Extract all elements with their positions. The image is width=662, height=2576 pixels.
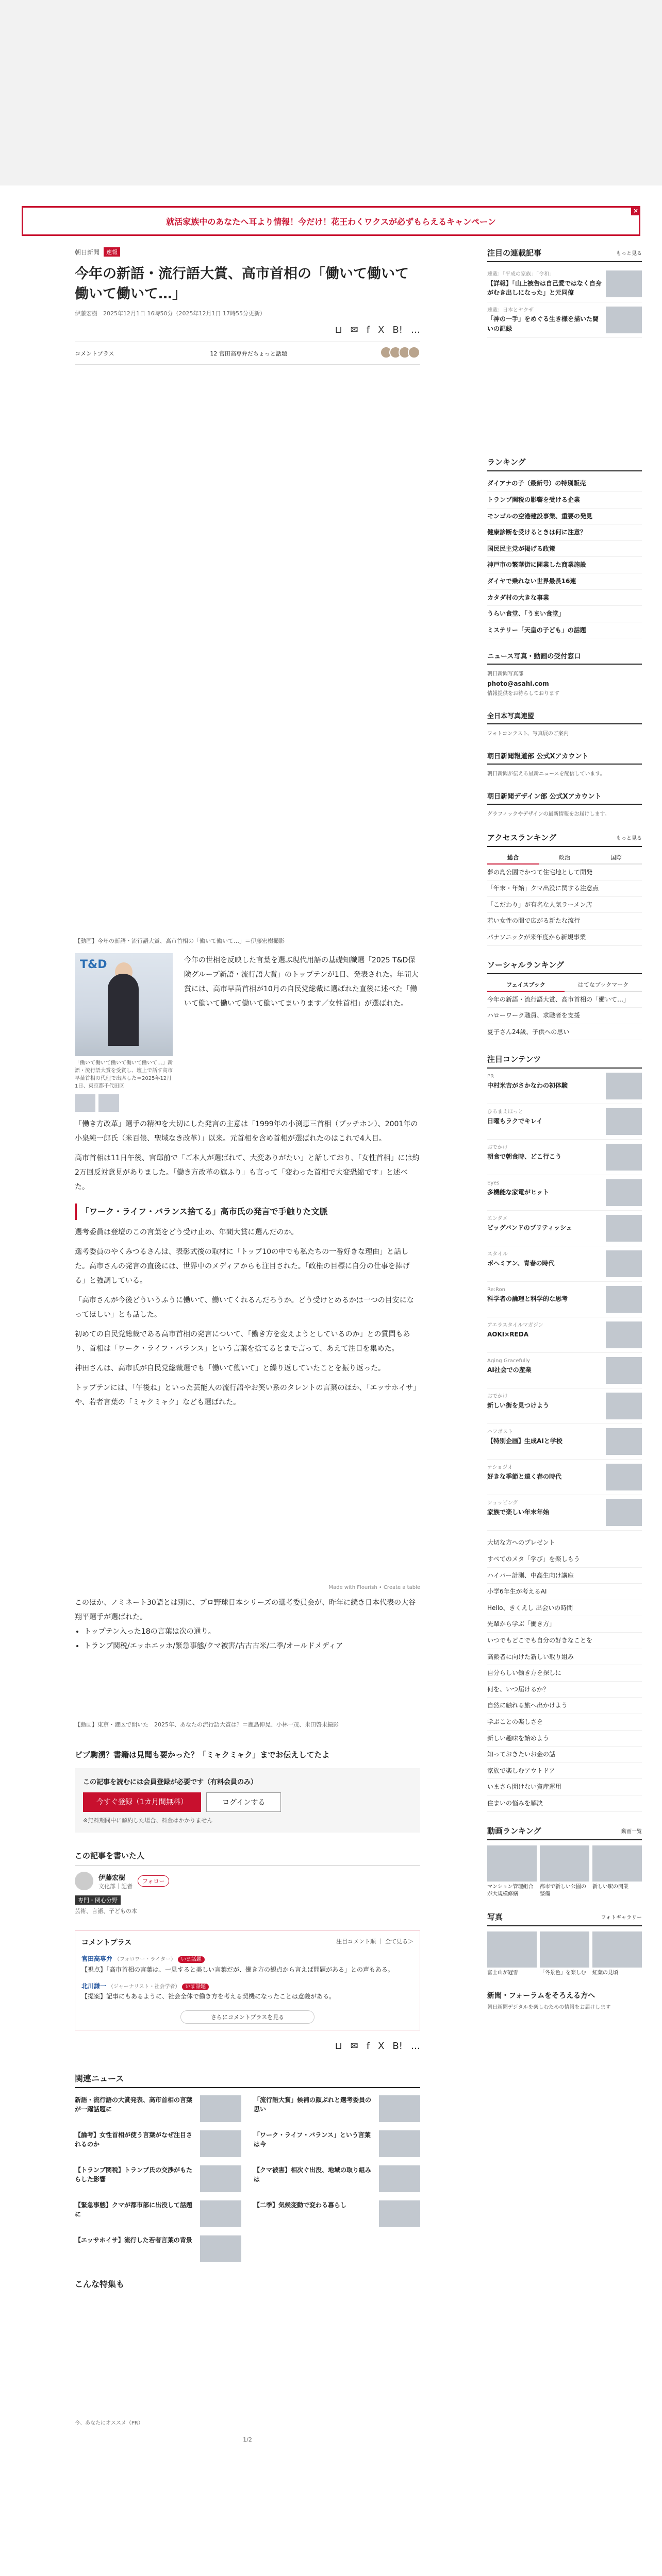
commentplus-label: コメントプラス (75, 350, 114, 357)
more-links-item[interactable]: ハイパー計測、中高生向け講座 (487, 1568, 642, 1584)
breaking-badge: 速報 (104, 247, 120, 257)
photo-card[interactable]: 「冬景色」を楽しむ (540, 1931, 589, 1977)
more-links-item[interactable]: いまさら聞けない資産運用 (487, 1779, 642, 1795)
photo-heading: 写真 フォトギャラリー (487, 1911, 642, 1926)
promo-question[interactable]: ビブ駒湧？書籍は見聞も要かった？「ミャクミャク」までお伝えしてたよ (75, 1750, 330, 1760)
photo-carousel (487, 1931, 642, 1977)
social-item[interactable]: ハローワーク職員、求職者を支援 (487, 1008, 642, 1024)
tab-international[interactable]: 国際 (590, 851, 642, 865)
commentplus-all-button[interactable]: さらにコメントプラスを見る (180, 2010, 315, 2024)
bookmark-icon[interactable]: ⊔ (335, 2040, 342, 2052)
article-title: 今年の新語・流行語大賞、高市首相の「働いて働いて働いて働いて…」 (75, 266, 409, 302)
interest-fields: 芸術、言語、子どもの本 (75, 1908, 137, 1915)
photo-card[interactable]: 富士山が冠雪 (487, 1931, 537, 1977)
writer-role: 文化部｜記者 (98, 1883, 133, 1890)
paragraph: 選考委員のやくみつるさんは、表彰式後の取材に「トップ10の中でも私たちの一番好きな理由」と話した。高市さんの発言の直後には、世界中のメディアからも注目された。「政権の目標に自分の仕事を捧げる」と強調している。 (75, 1248, 410, 1285)
writer-heading: この記事を書いた人 (75, 1850, 420, 1866)
comment-item[interactable] (81, 1954, 413, 1975)
top-ad-area (0, 0, 662, 185)
paragraph: 「働き方改革」選手の精神を大切にした発言の主意は「1999年の小渕恵三首相（ブッチホン）、2001年の小泉純一郎氏（米百俵、聖域なき改革）」以来。元首相を含め首相が選ばれたのはこれで4人目。 (75, 1120, 418, 1143)
more-links-list (487, 1535, 642, 1811)
related-heading: 関連ニュース (75, 2072, 420, 2088)
commentator-avatars (383, 346, 420, 360)
content-heading: 注目コンテンツ (487, 1054, 642, 1069)
ranking-item[interactable]: モンゴルの空港建設事業、重要の発見 (487, 509, 642, 525)
recommend-note: 今、あなたにオススメ（PR） (75, 2420, 143, 2426)
hatena-icon[interactable]: B! (392, 2040, 403, 2052)
follow-button[interactable]: フォロー (138, 1875, 169, 1887)
photo-card[interactable]: 紅葉の見頃 (592, 1931, 642, 1977)
content-item[interactable]: エンタメ ビッグバンドのブリティッシュ (487, 1211, 642, 1246)
photo-email[interactable]: photo@asahi.com (487, 680, 549, 688)
photo-dept: 朝日新聞写真部 (487, 671, 523, 677)
access-item[interactable]: 「年末・年始」クマ出没に関する注意点 (487, 880, 642, 897)
ranking-item[interactable]: ダイヤで乗れない世界最長16連 (487, 573, 642, 590)
content-item[interactable]: ショッピング 家族で楽しい年末年始 (487, 1495, 642, 1531)
paragraph: 初めての自民党総裁である高市首相の発言について、「働き方を変えようとしているのか」との質問もあり、首相は「ワーク・ライフ・バランス」という言葉を捨てるとまで言って、あえて注目を集めた。 (75, 1330, 410, 1353)
commentplus-box (75, 1930, 420, 2030)
commenter-name[interactable]: 北川謙一 (81, 1982, 107, 1990)
commentplus-bar[interactable] (75, 342, 420, 365)
share-bar (75, 325, 420, 335)
ranking-heading: ランキング (487, 456, 642, 471)
commentplus-more-link[interactable]: 注目コメント順 ｜ 全て見る＞ (336, 1938, 413, 1945)
tab-politics[interactable]: 政治 (539, 851, 590, 865)
sidebar (487, 247, 642, 2012)
sidebar-footer-text: 朝日新聞デジタルを楽しむための情報をお届けします (487, 2004, 611, 2010)
breadcrumb (75, 247, 420, 257)
mail-icon[interactable]: ✉ (350, 2040, 358, 2052)
more-links-item[interactable]: 知っておきたいお金の話 (487, 1747, 642, 1763)
ranking-item[interactable]: 健康診断を受けるときは何に注意？ (487, 524, 642, 541)
access-item[interactable]: パナソニックが来年度から新規事業 (487, 929, 642, 946)
video-carousel (487, 1845, 642, 1898)
mail-icon[interactable]: ✉ (350, 325, 358, 336)
paragraph: トップテンには、「午後ね」といった芸能人の流行語やお笑い系のタレントの言葉のほか、「エッサホイサ」や、若者言葉の「ミャクミャク」なども選ばれた。 (75, 1384, 417, 1407)
paywall-box (75, 1768, 420, 1833)
content-item[interactable]: ナショジオ 好きな季節と遠く春の時代 (487, 1460, 642, 1495)
x-icon[interactable]: X (378, 2040, 385, 2052)
writer-card (75, 1872, 420, 1890)
more-links-item[interactable]: 新しい趣味を始めよう (487, 1731, 642, 1747)
photo-federation-text: フォトコンテスト、写真展のご案内 (487, 731, 569, 737)
attention-item[interactable]: 連載：「平成の家族」「令和」 【詳報】「山上被告は自己愛ではなく自身がむき出しになった」と元同僚 (487, 266, 642, 302)
ranking-item[interactable]: うらい食堂、「うまい食堂」 (487, 606, 642, 622)
more-links-item[interactable]: 小学6年生が考えるAI (487, 1584, 642, 1600)
related-item[interactable]: 【クマ被害】相次ぐ出没、地域の取り組みは (254, 2165, 420, 2192)
close-icon[interactable]: × (631, 206, 640, 215)
campaign-text: 就活家族中のあなたへ耳より情報！今だけ！花王わくワクスが必ずもらえるキャンペーン (166, 216, 496, 227)
subheading: 「ワーク・ライフ・バランス捨てる」高市氏の発言で手触りた文脈 (75, 1204, 420, 1220)
more-links-item[interactable]: 大切な方へのプレゼント (487, 1535, 642, 1551)
related-item[interactable]: 「流行語大賞」候補の顔ぶれと選考委員の思い (254, 2095, 420, 2122)
sidebar-footer-heading[interactable]: 新聞・フォーラムをそろえる方へ (487, 1991, 595, 2000)
related-item[interactable]: 【緊急事態】クマが都市部に出没して話題に (75, 2200, 241, 2227)
feature-heading: こんな特集も (75, 2279, 125, 2289)
ranking-item[interactable]: トランプ関税の影響を受ける企業 (487, 492, 642, 509)
more-links-item[interactable]: 自然に触れる旅へ出かけよう (487, 1698, 642, 1714)
avatar (75, 1872, 93, 1890)
trending-pill: いま話題 (182, 1984, 209, 1990)
byline: 伊藤宏樹 2025年12月1日 16時50分（2025年12月1日 17時55分更新） (75, 310, 266, 317)
content-item[interactable]: Eyes 多機能な家電がヒット (487, 1175, 642, 1211)
campaign-banner[interactable] (22, 206, 640, 236)
more-links-item[interactable]: 住まいの悩みを解決 (487, 1795, 642, 1812)
page-number: 1/2 (243, 2436, 252, 2443)
bookmark-icon[interactable]: ⊔ (335, 325, 342, 336)
social-tabs (487, 978, 642, 992)
commentplus-title: コメントプラス (81, 1939, 132, 1947)
more-links-item[interactable]: 家族で楽しむアウトドア (487, 1763, 642, 1780)
related-item[interactable]: 【二季】気候変動で変わる暮らし (254, 2200, 420, 2227)
related-item[interactable]: 【エッサホイサ】流行した若者言葉の背景 (75, 2235, 241, 2262)
paywall-note: ※無料期間中に解約した場合、料金はかかりません (83, 1817, 213, 1824)
related-item[interactable]: 【論考】女性首相が使う言葉がなぜ注目されるのか (75, 2130, 241, 2157)
content-item[interactable]: ひるまえほっと 日曜もラクでキレイ (487, 1104, 642, 1140)
more-icon[interactable]: … (411, 2040, 420, 2052)
social-item[interactable]: 夏子さん24歳、子供への思い (487, 1024, 642, 1041)
more-link[interactable]: 動画一覧 (621, 1828, 642, 1835)
design-account-heading[interactable]: 朝日新聞デザイン部 公式Xアカウント (487, 791, 642, 805)
article-main (75, 247, 420, 2443)
lead-paragraph: 今年の世相を反映した言葉を選ぶ現代用語の基礎知識選「2025 T&D保険グループ新語・流行語大賞」のトップテンが1日、発表された。年間大賞には、高市早苗首相が10月の自民党総裁に選ばれた直後に述べた「働いて働いて働いて働いて働いてまいります／女性首相」が選ばれた。 (184, 956, 419, 1008)
register-button[interactable]: 今すぐ登録（1カ月間無料） (83, 1792, 201, 1812)
flourish-credit[interactable]: Made with Flourish • Create a table (328, 1585, 420, 1591)
social-ranking-heading: ソーシャルランキング (487, 959, 642, 974)
video-card[interactable]: 都市で新しい公園の整備 (540, 1845, 589, 1898)
ranking-item[interactable]: 国民民主党が掲げる政策 (487, 541, 642, 557)
interest-tag: 専門・関心分野 (75, 1895, 121, 1905)
tab-overall[interactable]: 総合 (487, 851, 539, 865)
access-tabs (487, 851, 642, 865)
access-item[interactable]: 夢の島公園でかつて住宅地として開発 (487, 865, 642, 881)
content-item[interactable]: スタイル ボヘミアン、青春の時代 (487, 1246, 642, 1282)
photo-caption: 「働いて働いて働いて働いて働いて…」新語・流行語大賞を受賞し、壇上で話す高市早苗首相の代理で出席した＝2025年12月1日、東京都千代田区 (75, 1060, 173, 1090)
video-caption: 【動画】今年の新語・流行語大賞、高市首相の「働いて働いて…」＝伊藤宏樹撮影 (75, 938, 285, 945)
more-link[interactable]: もっと見る (616, 835, 642, 841)
more-links-item[interactable]: すべてのメタ「学び」を楽しもう (487, 1551, 642, 1568)
video-ranking-heading: 動画ランキング 動画一覧 (487, 1825, 642, 1840)
breadcrumb-category[interactable]: 朝日新聞 (75, 248, 100, 256)
photo-note: 情報提供をお待ちしております (487, 690, 559, 697)
content-item[interactable]: Re:Ron 科学者の論理と科学的な思考 (487, 1282, 642, 1317)
related-item[interactable]: 【トランプ関税】トランプ氏の交渉がもたらした影響 (75, 2165, 241, 2192)
paragraph: 「高市さんが今後どういうふうに働いて、働いてくれるんだろうか。どう受けとめるかは一つの目安になってほしい」とも話した。 (75, 1296, 414, 1319)
tab-hatena[interactable]: はてなブックマーク (565, 978, 642, 992)
bullet-item: • トランプ関税/エッホエッホ/緊急事態/クマ被害/古古古米/二季/オールドメディア (84, 1639, 420, 1653)
content-item[interactable]: おでかけ 新しい街を見つけよう (487, 1388, 642, 1424)
tab-facebook[interactable]: フェイスブック (487, 978, 565, 992)
paragraph: 選考委員は登壇のこの言葉をどう受け止め、年間大賞に選んだのか。 (75, 1228, 299, 1237)
sidebar-attention-heading: 注目の連載記事 もっと見る (487, 247, 642, 262)
commenter-role: （ジャーナリスト・社会学者） (108, 1984, 180, 1990)
comment-item[interactable] (81, 1981, 413, 2002)
photo-logo: T&D (80, 958, 107, 972)
trending-pill: いま話題 (178, 1956, 205, 1963)
more-links-item[interactable]: 何を、いつ届けるか？ (487, 1682, 642, 1698)
more-links-item[interactable]: 高齢者に向けた新しい取り組み (487, 1649, 642, 1666)
bullet-list (75, 1624, 420, 1653)
photo-federation-heading[interactable]: 全日本写真連盟 (487, 710, 642, 724)
facebook-icon[interactable]: f (366, 325, 370, 336)
facebook-icon[interactable]: f (366, 2040, 370, 2052)
content-item[interactable]: アエラスタイルマガジン AOKI×REDA (487, 1317, 642, 1353)
related-list (75, 2095, 420, 2262)
article-photo[interactable] (75, 953, 173, 1056)
more-links-item[interactable]: 学ぶことの楽しさを (487, 1714, 642, 1731)
video-card[interactable]: 新しい駅の開業 (592, 1845, 642, 1898)
commentplus-note: 12 官田高専弁だちょっと話題 (210, 350, 287, 357)
design-account-text: グラフィックやデザインの最新情報をお届けします。 (487, 811, 610, 817)
content-item[interactable]: PR 中村米吉がさかなわの初体験 (487, 1069, 642, 1104)
share-bar-bottom (75, 2041, 420, 2052)
access-item[interactable]: 若い女性の間で広がる新たな流行 (487, 913, 642, 929)
video-caption-bottom: 【動画】東京・港区で開いた 2025年、あなたの流行語大賞は？＝鹿島伸晃、小林一茂、米田啓未撮影 (75, 1721, 339, 1728)
ranking-item[interactable]: カタダ村の大きな事業 (487, 590, 642, 606)
embedded-table-area (75, 1415, 420, 1585)
more-links-item[interactable]: Hello、きくえし 出会いの時間 (487, 1600, 642, 1617)
commenter-role: （フォロワー・ライター） (114, 1957, 176, 1963)
x-icon[interactable]: X (378, 325, 385, 336)
more-icon[interactable]: … (411, 325, 420, 336)
paragraph: 高市首相は11日午後、官邸前で「ご本人が選ばれて、大変ありがたい」と話しており、「女性首相」には約2万回反対意見がありました。「働き方改革の旗ふり」も言って「変わった首相で大変恐縮です」と述べた。 (75, 1154, 420, 1192)
x-account-text: 朝日新聞が伝える最新ニュースを配信しています。 (487, 771, 605, 777)
more-link[interactable]: もっと見る (616, 251, 642, 257)
paywall-title: この記事を読むには会員登録が必要です（有料会員のみ） (83, 1778, 258, 1787)
after-table-text: このほか、ノミネート30語とは別に、プロ野球日本シリーズの選考委員会が、昨年に続き日本代表の大谷翔平選手が選ばれた。 (75, 1599, 416, 1622)
writer-name[interactable]: 伊藤宏樹 (98, 1874, 126, 1882)
related-item[interactable]: 「ワーク・ライフ・バランス」という言葉は今 (254, 2130, 420, 2157)
content-item[interactable]: Aging Gracefully AI社会での産業 (487, 1353, 642, 1388)
attention-item[interactable]: 連載：日本とヤクザ 「神の一手」をめぐる生き様を描いた闘いの記録 (487, 302, 642, 338)
more-links-item[interactable]: 自分らしい働き方を探しに (487, 1665, 642, 1682)
related-item[interactable]: 新語・流行語の大賞発表、高市首相の言葉が一躍話題に (75, 2095, 241, 2122)
commenter-name[interactable]: 官田高専弁 (81, 1955, 113, 1963)
content-item[interactable]: おでかけ 朝食で朝食時、どこ行こう (487, 1140, 642, 1175)
more-links-item[interactable]: 先輩から学ぶ「働き方」 (487, 1616, 642, 1633)
access-ranking-heading: アクセスランキング もっと見る (487, 832, 642, 847)
content-item[interactable]: ハフポスト 【特別企画】生成AIと学校 (487, 1424, 642, 1460)
more-link[interactable]: フォトギャラリー (601, 1914, 642, 1921)
comment-text: 【提案】記事にもあるように、社会全体で働き方を考える契機になったことは意義がある。 (81, 1993, 336, 2001)
comment-text: 【視点】「高市首相の言葉は、一見すると美しい言葉だが、働き方の観点から言えば問題がある」との声もある。 (81, 1965, 394, 1973)
access-item[interactable]: 「こだわり」が有名な人気ラーメン店 (487, 897, 642, 913)
photo-submit-heading: ニュース写真・動画の受付窓口 (487, 651, 642, 665)
ranking-item[interactable]: ダイアナの子（最新号）の特別販売 (487, 476, 642, 492)
bullet-item: • トップテン入った18の言葉は次の通り。 (84, 1624, 420, 1639)
paragraph: 神田さんは、高市氏が自民党総裁選でも「働いて働いて」と繰り返していたことを振り返った。 (75, 1364, 385, 1373)
hatena-icon[interactable]: B! (392, 325, 403, 336)
x-account-heading[interactable]: 朝日新聞報道部 公式Xアカウント (487, 751, 642, 765)
video-card[interactable]: マンション管理組合が大規模修繕 (487, 1845, 537, 1898)
article-body (75, 1117, 420, 1410)
photo-thumbnails[interactable] (75, 1094, 173, 1112)
ranking-item[interactable]: ミステリー「天皇の子ども」の話題 (487, 622, 642, 639)
social-item[interactable]: 今年の新語・流行語大賞、高市首相の「働いて…」 (487, 992, 642, 1008)
ranking-item[interactable]: 神戸市の繁華街に開業した商業施設 (487, 557, 642, 573)
login-button[interactable]: ログインする (206, 1792, 281, 1812)
more-links-item[interactable]: いつでもどこでも自分の好きなことを (487, 1633, 642, 1649)
